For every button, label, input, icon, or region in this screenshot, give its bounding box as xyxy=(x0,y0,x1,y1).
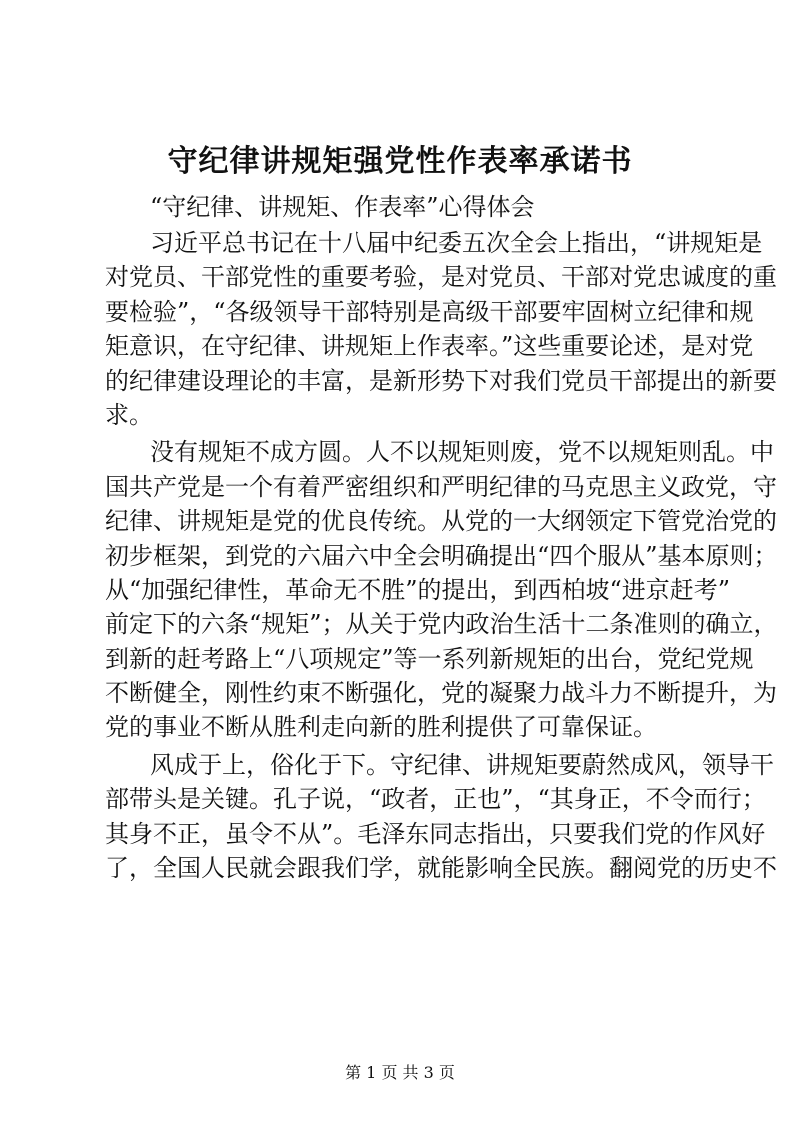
paragraph-line: 没有规矩不成方圆。人不以规矩则废，党不以规矩则乱。中 xyxy=(150,438,774,467)
paragraph-line: 对党员、干部党性的重要考验，是对党员、干部对党忠诚度的重 xyxy=(105,263,777,292)
paragraph xyxy=(105,435,778,745)
paragraph xyxy=(105,748,777,886)
paragraph-line: 风成于上，俗化于下。守纪律、讲规矩要蔚然成风，领导干 xyxy=(150,750,774,779)
paragraph-line: 党的事业不断从胜利走向新的胜利提供了可靠保证。 xyxy=(105,713,657,742)
paragraph-line: 初步框架，到党的六届六中全会明确提出“四个服从”基本原则； xyxy=(105,541,778,570)
document-subtitle: “守纪律、讲规矩、作表率”心得体会 xyxy=(150,193,535,221)
paragraph-line: 了，全国人民就会跟我们学，就能影响全民族。翻阅党的历史不 xyxy=(105,854,777,883)
paragraph-line: 前定下的六条“规矩”；从关于党内政治生活十二条准则的确立， xyxy=(105,610,778,639)
paragraph-line: 到新的赶考路上“八项规定”等一系列新规矩的出台，党纪党规 xyxy=(105,644,754,673)
paragraph-line: 不断健全，刚性约束不断强化，党的凝聚力战斗力不断提升，为 xyxy=(105,679,777,708)
paragraph-line: 求。 xyxy=(105,400,153,429)
paragraph-line: 从“加强纪律性，革命无不胜”的提出，到西柏坡“进京赶考” xyxy=(105,575,731,604)
paragraph-line: 其身不正，虽令不从”。毛泽东同志指出，只要我们党的作风好 xyxy=(105,819,766,848)
paragraph xyxy=(105,226,777,432)
document-title: 守纪律讲规矩强党性作表率承诺书 xyxy=(167,144,633,179)
page-footer: 第 1 页 共 3 页 xyxy=(345,1063,455,1082)
paragraph-line: 的纪律建设理论的丰富，是新形势下对我们党员干部提出的新要 xyxy=(105,366,777,395)
paragraph-line: 纪律、讲规矩是党的优良传统。从党的一大纲领定下管党治党的 xyxy=(105,507,777,536)
paragraph-line: 部带头是关键。孔子说，“政者，正也”，“其身正，不令而行； xyxy=(105,785,766,814)
paragraph-line: 矩意识，在守纪律、讲规矩上作表率。”这些重要论述，是对党 xyxy=(105,332,754,361)
document-body xyxy=(105,226,778,885)
paragraph-line: 要检验”，“各级领导干部特别是高级干部要牢固树立纪律和规 xyxy=(105,297,754,326)
paragraph-line: 国共产党是一个有着严密组织和严明纪律的马克思主义政党，守 xyxy=(105,472,777,501)
paragraph-line: 习近平总书记在十八届中纪委五次全会上指出，“讲规矩是 xyxy=(150,229,763,257)
